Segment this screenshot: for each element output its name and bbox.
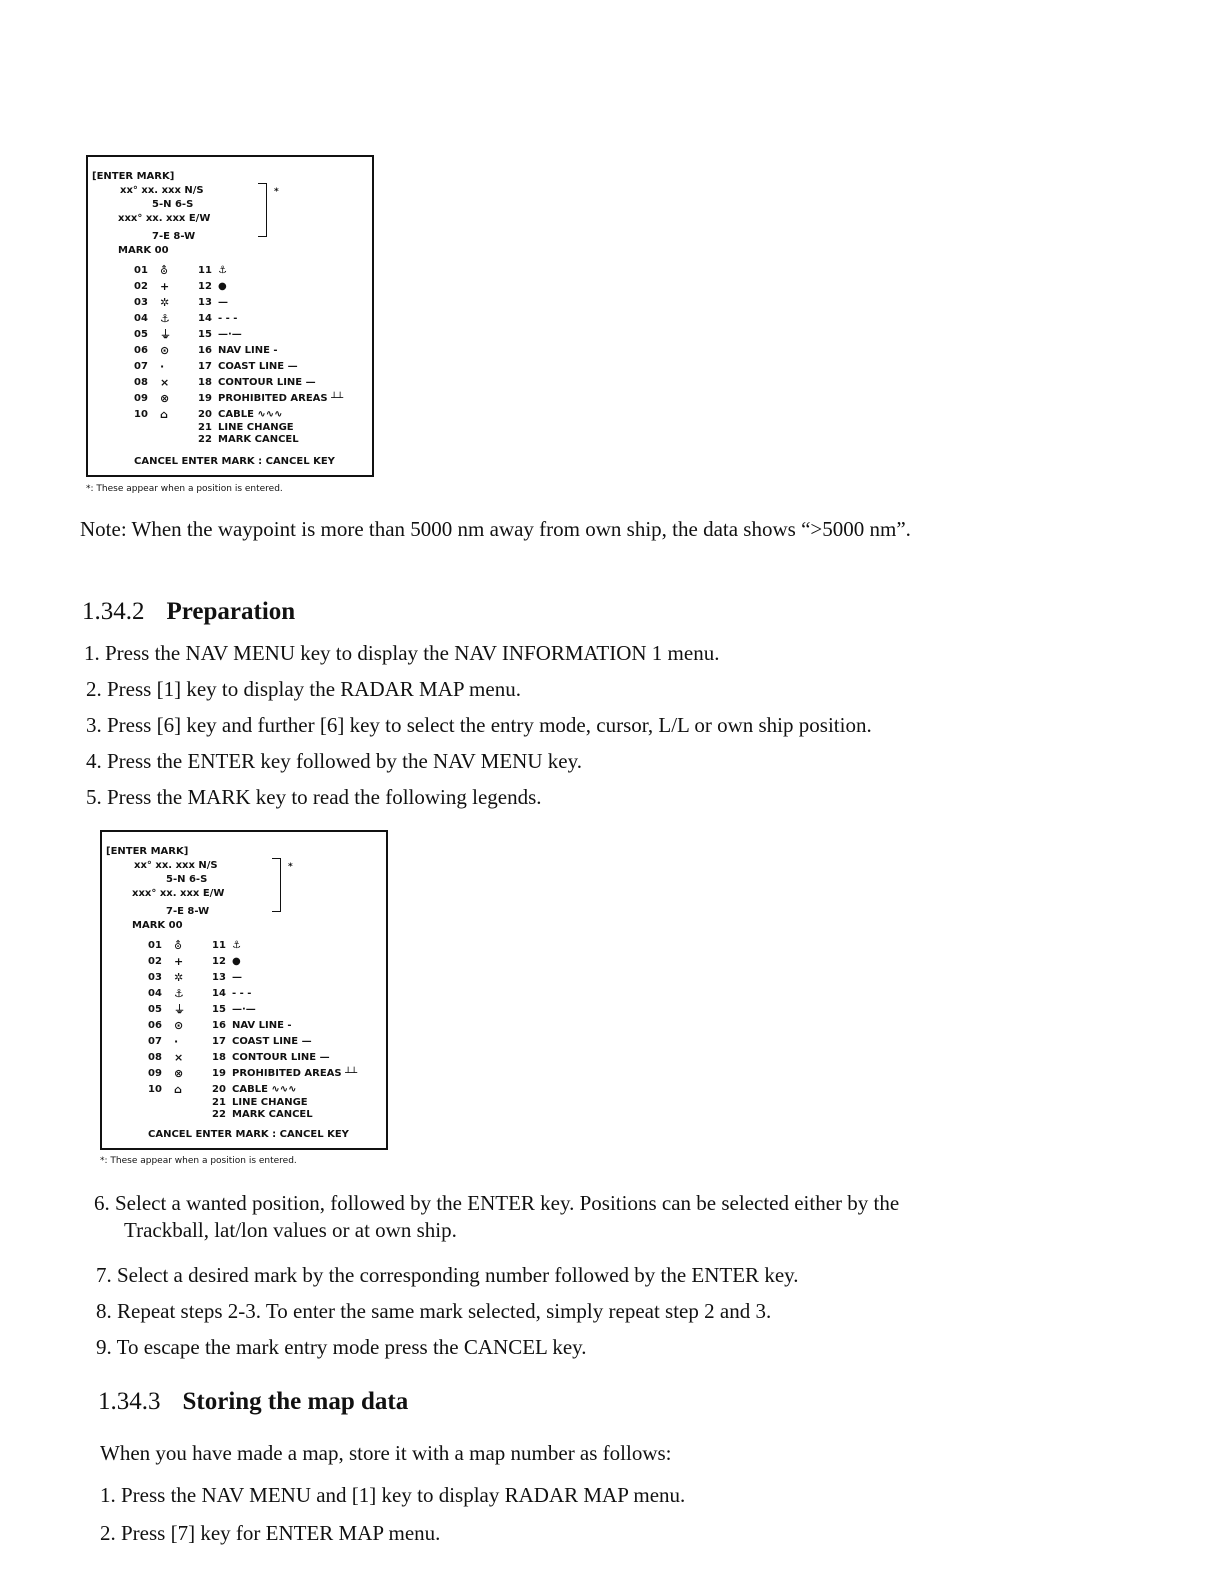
mark-symbol-icon: × [160, 376, 170, 389]
mark-symbol-icon: · [160, 360, 165, 373]
lon-line: xxx° xx. xxx E/W [118, 213, 211, 224]
mark-label: ● [218, 281, 227, 292]
mark-label: COAST LINE — [232, 1036, 312, 1047]
mark-number: 08 [134, 377, 148, 388]
mark-number: 12 [212, 956, 226, 967]
mark-number: 10 [134, 409, 148, 420]
star-marker: * [274, 187, 279, 197]
mark-label: ● [232, 956, 241, 967]
star-marker: * [288, 862, 293, 872]
bracket [258, 183, 267, 237]
mark-number: 12 [198, 281, 212, 292]
mark-symbol-icon: ⚓ [174, 987, 184, 1000]
mark-label: PROHIBITED AREAS ┴┴ [218, 393, 344, 404]
mark-label: CABLE ∿∿∿ [232, 1084, 297, 1095]
mark-number: 21 [198, 422, 212, 433]
mark-symbol-icon: ⌂ [174, 1083, 182, 1096]
mark-label: ⚓ [218, 265, 227, 276]
mark-label: — [218, 297, 228, 308]
mark-symbol-icon: ⛢ [174, 939, 183, 952]
mark-label: NAV LINE - [218, 345, 278, 356]
panel-footer: CANCEL ENTER MARK : CANCEL KEY [134, 456, 335, 467]
mark-symbol-icon: ⚓ [160, 312, 170, 325]
enter-mark-panel-1 [86, 155, 374, 477]
mark-number: 15 [212, 1004, 226, 1015]
mark-number: 02 [134, 281, 148, 292]
lon-keys: 7-E 8-W [152, 231, 196, 242]
mark-label: CONTOUR LINE — [232, 1052, 330, 1063]
mark-label: ⚓ [232, 940, 241, 951]
mark-number: 14 [212, 988, 226, 999]
mark-symbol-icon: ⊙ [160, 344, 170, 357]
mark-number: 01 [134, 265, 148, 276]
step-item: 7. Select a desired mark by the corresponding number followed by the ENTER key. [96, 1263, 799, 1287]
enter-mark-panel-2 [100, 830, 388, 1150]
section-title: Preparation [166, 598, 296, 625]
mark-label: CONTOUR LINE — [218, 377, 316, 388]
mark-symbol-icon: + [160, 280, 170, 293]
mark-label: PROHIBITED AREAS ┴┴ [232, 1068, 358, 1079]
panel-title: [ENTER MARK] [92, 171, 175, 182]
mark-number: 06 [148, 1020, 162, 1031]
mark-number: 04 [148, 988, 162, 999]
lat-line: xx° xx. xxx N/S [134, 860, 218, 871]
section-number: 1.34.3 [98, 1388, 161, 1415]
lat-keys: 5-N 6-S [166, 874, 208, 885]
mark-label: - - - [232, 988, 252, 999]
step-item: 8. Repeat steps 2-3. To enter the same mark selected, simply repeat step 2 and 3. [96, 1299, 772, 1323]
bracket [272, 858, 281, 912]
mark-label: CABLE ∿∿∿ [218, 409, 283, 420]
mark-symbol-icon: × [174, 1051, 184, 1064]
mark-symbol-icon: ⊗ [160, 392, 170, 405]
section-heading-storing [98, 1388, 408, 1416]
mark-number: 17 [212, 1036, 226, 1047]
mark-symbol-icon: ⛢ [160, 264, 169, 277]
step-item: 9. To escape the mark entry mode press the CANCEL key. [96, 1335, 587, 1359]
mark-number: 04 [134, 313, 148, 324]
step-item: 3. Press [6] key and further [6] key to select the entry mode, cursor, L/L or own ship position. [86, 713, 872, 737]
mark-number: 03 [134, 297, 148, 308]
mark-number: 11 [198, 265, 212, 276]
step-item: 1. Press the NAV MENU key to display the NAV INFORMATION 1 menu. [84, 641, 720, 665]
lat-line: xx° xx. xxx N/S [120, 185, 204, 196]
mark-number: 20 [212, 1084, 226, 1095]
mark-symbol-icon: ⏚ [174, 1003, 185, 1016]
lat-keys: 5-N 6-S [152, 199, 194, 210]
mark-symbol-icon: ⏚ [160, 328, 171, 341]
mark-number: 16 [198, 345, 212, 356]
mark-label: - - - [218, 313, 238, 324]
mark-number: 06 [134, 345, 148, 356]
mark-number: 07 [148, 1036, 162, 1047]
mark-number: 05 [148, 1004, 162, 1015]
mark-label: LINE CHANGE [232, 1097, 308, 1108]
mark-number: 08 [148, 1052, 162, 1063]
mark-number: 05 [134, 329, 148, 340]
mark-number: 19 [198, 393, 212, 404]
panel-footnote: *: These appear when a position is entered. [86, 484, 283, 494]
mark-number: 01 [148, 940, 162, 951]
mark-number: 15 [198, 329, 212, 340]
mark-number: 16 [212, 1020, 226, 1031]
mark-symbol-icon: ✲ [160, 296, 170, 309]
mark-label: —·— [232, 1004, 256, 1015]
mark-number: 03 [148, 972, 162, 983]
step-item: 4. Press the ENTER key followed by the NAV MENU key. [86, 749, 582, 773]
mark-label: COAST LINE — [218, 361, 298, 372]
mark-line: MARK 00 [118, 245, 169, 256]
panel-title: [ENTER MARK] [106, 846, 189, 857]
mark-label: MARK CANCEL [218, 434, 299, 445]
mark-number: 09 [134, 393, 148, 404]
lon-line: xxx° xx. xxx E/W [132, 888, 225, 899]
mark-label: — [232, 972, 242, 983]
mark-symbol-icon: · [174, 1035, 179, 1048]
mark-label: MARK CANCEL [232, 1109, 313, 1120]
mark-number: 22 [212, 1109, 226, 1120]
step-item: 2. Press [7] key for ENTER MAP menu. [100, 1521, 441, 1545]
mark-number: 18 [198, 377, 212, 388]
mark-number: 10 [148, 1084, 162, 1095]
mark-number: 14 [198, 313, 212, 324]
step-line-continued: Trackball, lat/lon values or at own ship. [124, 1218, 457, 1242]
mark-number: 19 [212, 1068, 226, 1079]
mark-number: 22 [198, 434, 212, 445]
lon-keys: 7-E 8-W [166, 906, 210, 917]
step-item: 2. Press [1] key to display the RADAR MAP menu. [86, 677, 521, 701]
mark-symbol-icon: ✲ [174, 971, 184, 984]
mark-number: 21 [212, 1097, 226, 1108]
intro-paragraph: When you have made a map, store it with a map number as follows: [100, 1441, 672, 1465]
step-item [94, 1190, 899, 1244]
mark-line: MARK 00 [132, 920, 183, 931]
mark-number: 02 [148, 956, 162, 967]
panel-footnote: *: These appear when a position is entered. [100, 1156, 297, 1166]
mark-number: 07 [134, 361, 148, 372]
mark-number: 17 [198, 361, 212, 372]
step-item: 1. Press the NAV MENU and [1] key to display RADAR MAP menu. [100, 1483, 686, 1507]
section-title: Storing the map data [182, 1388, 409, 1415]
mark-label: LINE CHANGE [218, 422, 294, 433]
waypoint-note: Note: When the waypoint is more than 5000 nm away from own ship, the data shows “>5000 nm”. [80, 517, 911, 541]
mark-number: 18 [212, 1052, 226, 1063]
panel-footer: CANCEL ENTER MARK : CANCEL KEY [148, 1129, 349, 1140]
mark-symbol-icon: + [174, 955, 184, 968]
mark-number: 11 [212, 940, 226, 951]
mark-label: NAV LINE - [232, 1020, 292, 1031]
mark-label: —·— [218, 329, 242, 340]
mark-symbol-icon: ⊙ [174, 1019, 184, 1032]
mark-number: 13 [198, 297, 212, 308]
mark-symbol-icon: ⌂ [160, 408, 168, 421]
section-heading-preparation [82, 598, 295, 626]
mark-number: 09 [148, 1068, 162, 1079]
mark-number: 20 [198, 409, 212, 420]
section-number: 1.34.2 [82, 598, 145, 625]
step-item: 5. Press the MARK key to read the following legends. [86, 785, 542, 809]
mark-symbol-icon: ⊗ [174, 1067, 184, 1080]
mark-number: 13 [212, 972, 226, 983]
step-line: 6. Select a wanted position, followed by the ENTER key. Positions can be selected either by the [94, 1191, 900, 1215]
